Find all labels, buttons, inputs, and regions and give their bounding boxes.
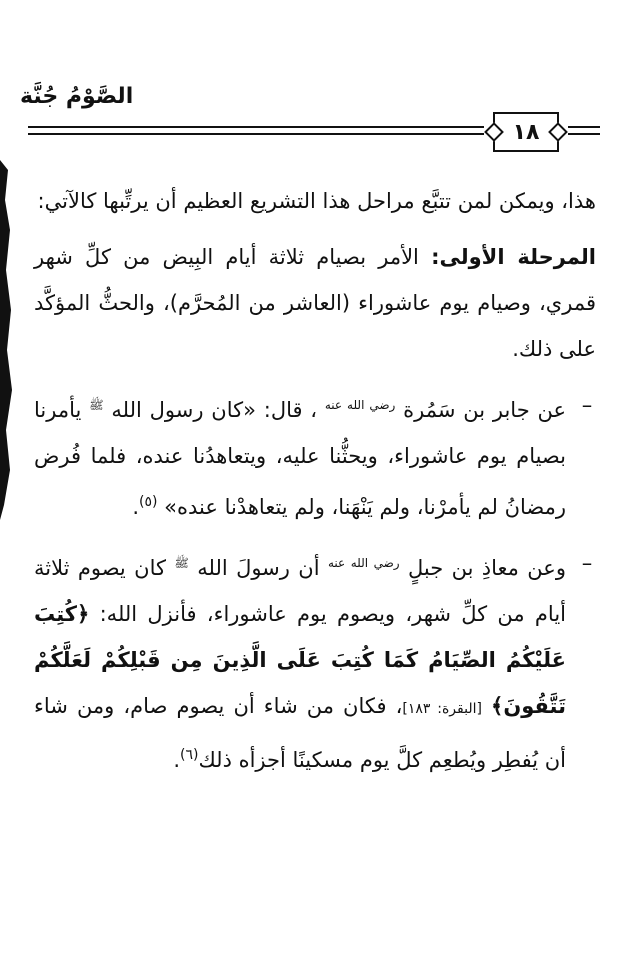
hadith-text: عن جابر بن سَمُرة — [403, 398, 566, 422]
stage-one-paragraph — [34, 234, 596, 372]
scan-edge-shadow — [0, 160, 14, 520]
hadith-text: وعن معاذِ بن جبلٍ — [407, 556, 566, 580]
header-rule — [568, 133, 600, 135]
stage-one-text: الأمر بصيام ثلاثة أيام البِيض من كلِّ شهر قمري، وصيام يوم عاشوراء (العاشر من المُحرَّم)، والحثُّ المؤكَّد على ذلك. — [34, 245, 596, 361]
footnote-ref: (٥) — [139, 494, 158, 510]
hadith-text: ، فكان من شاء أن يصوم صام، ومن شاء أن يُفطِر ويُطعِم كلَّ يوم مسكينًا أجزأه ذلك — [34, 694, 566, 772]
footnote-ref: (٦) — [180, 747, 199, 763]
list-dash: – — [581, 393, 593, 417]
hadith-item-muadh — [34, 540, 596, 783]
stage-one-label: المرحلة الأولى: — [431, 245, 596, 269]
running-title: الصَّوْمُ جُنَّة — [20, 84, 134, 109]
radiallahu-anhu-icon: رضي الله عنه — [327, 556, 400, 570]
page-number: ١٨ — [512, 119, 540, 145]
page-body — [34, 178, 596, 793]
quran-verse: ﴿كُتِبَ عَلَيْكُمُ الصِّيَامُ كَمَا كُتِبَ عَلَى الَّذِينَ مِن قَبْلِكُمْ لَعَلَّكُمْ تَتَّقُونَ﴾ — [34, 602, 566, 718]
list-dash: – — [581, 551, 593, 575]
verse-reference: [البقرة: ١٨٣] — [402, 701, 482, 717]
page-header — [0, 0, 636, 160]
radiallahu-anhu-icon: رضي الله عنه — [324, 398, 396, 412]
hadith-text: يأمرنا بصيام يوم عاشوراء، ويحثُّنا عليه، ويتعاهدُنا عنده، فلما فُرض رمضانُ لم يأمرْنا، ولم يَنْهَنا، ولم يتعاهدْنا عنده» — [34, 398, 566, 519]
hadith-end: . — [173, 748, 180, 772]
hadith-text: ، قال: «كان رسول الله — [111, 398, 318, 422]
header-rule — [28, 133, 484, 135]
intro-paragraph: هذا، ويمكن لمن تتبَّع مراحل هذا التشريع العظيم أن يرتِّبها كالآتي: — [37, 189, 596, 213]
hadith-item-jabir — [34, 382, 596, 530]
header-rule — [568, 126, 600, 128]
hadith-text: كان يصوم ثلاثة أيام من كلِّ شهر، ويصوم يوم عاشوراء، فأنزل الله: — [34, 556, 566, 626]
salawat-icon: ﷺ — [174, 556, 189, 570]
page-number-frame — [493, 112, 559, 152]
salawat-icon: ﷺ — [89, 398, 104, 412]
hadith-end: . — [132, 495, 140, 519]
header-rule — [28, 126, 484, 128]
hadith-text: أن رسولَ الله — [197, 556, 320, 580]
